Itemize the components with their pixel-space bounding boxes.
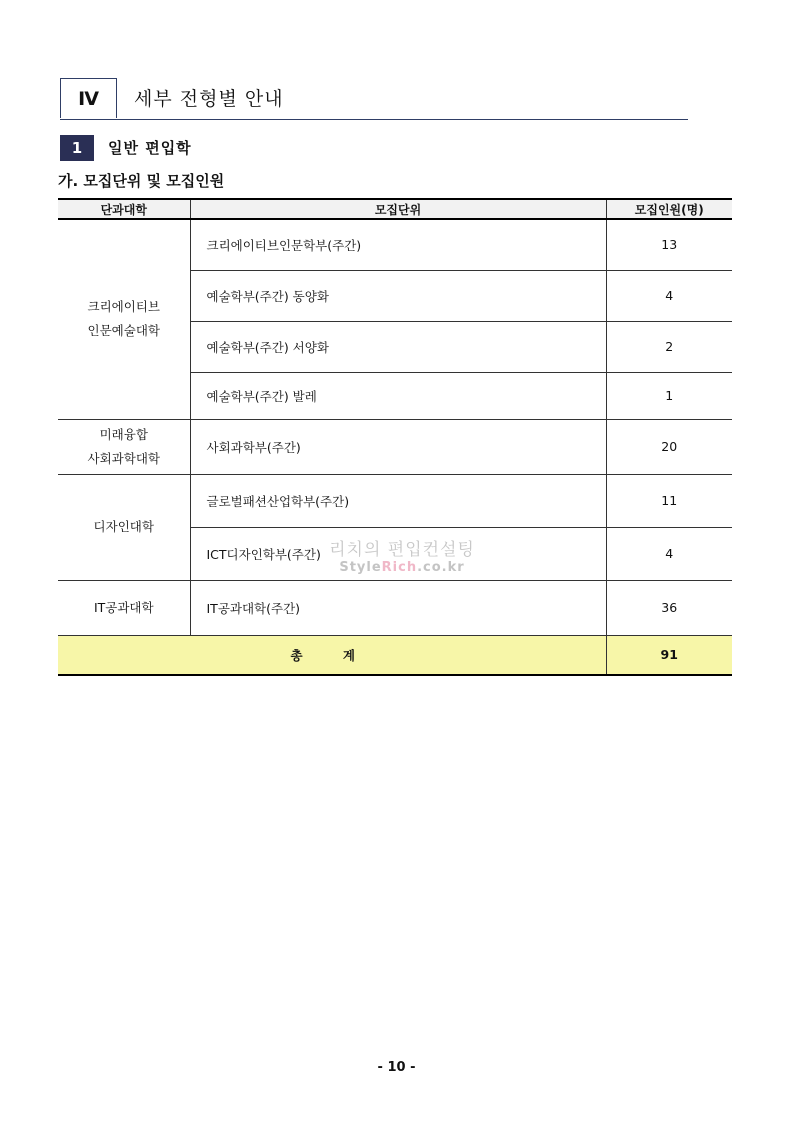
count-cell: 1 xyxy=(606,372,732,419)
unit-cell: ICT디자인학부(주간) xyxy=(190,527,606,580)
header-college: 단과대학 xyxy=(58,199,190,219)
total-row xyxy=(58,635,732,675)
section-number: Ⅳ xyxy=(60,78,117,118)
subsubsection-title: 가. 모집단위 및 모집인원 xyxy=(58,172,225,190)
unit-cell: 글로벌패션산업학부(주간) xyxy=(190,474,606,527)
unit-cell: 크리에이티브인문학부(주간) xyxy=(190,219,606,270)
watermark-url-part: .co.kr xyxy=(417,560,465,575)
total-label: 총 계 xyxy=(58,635,606,675)
count-cell: 11 xyxy=(606,474,732,527)
college-cell xyxy=(58,474,190,580)
college-name-line: 인문예술대학 xyxy=(87,323,160,339)
watermark-text: 리치의 편입컨설팅 xyxy=(329,540,475,560)
recruitment-table xyxy=(58,198,732,676)
college-name-line: 미래융합 xyxy=(99,426,148,442)
table-row xyxy=(58,419,732,474)
college-name-line: 크리에이티브 xyxy=(87,299,160,315)
page-number: - 10 - xyxy=(377,1060,416,1075)
unit-cell: 예술학부(주간) 동양화 xyxy=(190,270,606,321)
count-cell: 13 xyxy=(606,219,732,270)
header-count: 모집인원(명) xyxy=(606,199,732,219)
college-name-line: IT공과대학 xyxy=(93,599,154,615)
watermark-url-part: Style xyxy=(339,560,382,575)
total-count: 91 xyxy=(606,635,732,675)
count-cell: 20 xyxy=(606,419,732,474)
college-name-line: 사회과학대학 xyxy=(87,450,160,466)
unit-cell: 사회과학부(주간) xyxy=(190,419,606,474)
count-cell: 2 xyxy=(606,321,732,372)
college-cell xyxy=(58,580,190,635)
table-row xyxy=(58,474,732,527)
watermark-url-accent: Rich xyxy=(381,560,418,575)
header-unit: 모집단위 xyxy=(190,199,606,219)
count-cell: 4 xyxy=(606,527,732,580)
college-name-line: 디자인대학 xyxy=(93,519,154,534)
college-cell xyxy=(58,419,190,474)
unit-cell: 예술학부(주간) 발레 xyxy=(190,372,606,419)
section-header xyxy=(60,78,688,120)
table-header-row xyxy=(58,199,732,219)
college-cell xyxy=(58,219,190,419)
unit-cell: 예술학부(주간) 서양화 xyxy=(190,321,606,372)
subsection-title: 일반 편입학 xyxy=(108,139,192,157)
section-title: 세부 전형별 안내 xyxy=(134,88,284,110)
table-row xyxy=(58,219,732,270)
subsection-number: 1 xyxy=(60,135,94,161)
count-cell: 4 xyxy=(606,270,732,321)
unit-cell: IT공과대학(주간) xyxy=(190,580,606,635)
table-row xyxy=(58,580,732,635)
count-cell: 36 xyxy=(606,580,732,635)
